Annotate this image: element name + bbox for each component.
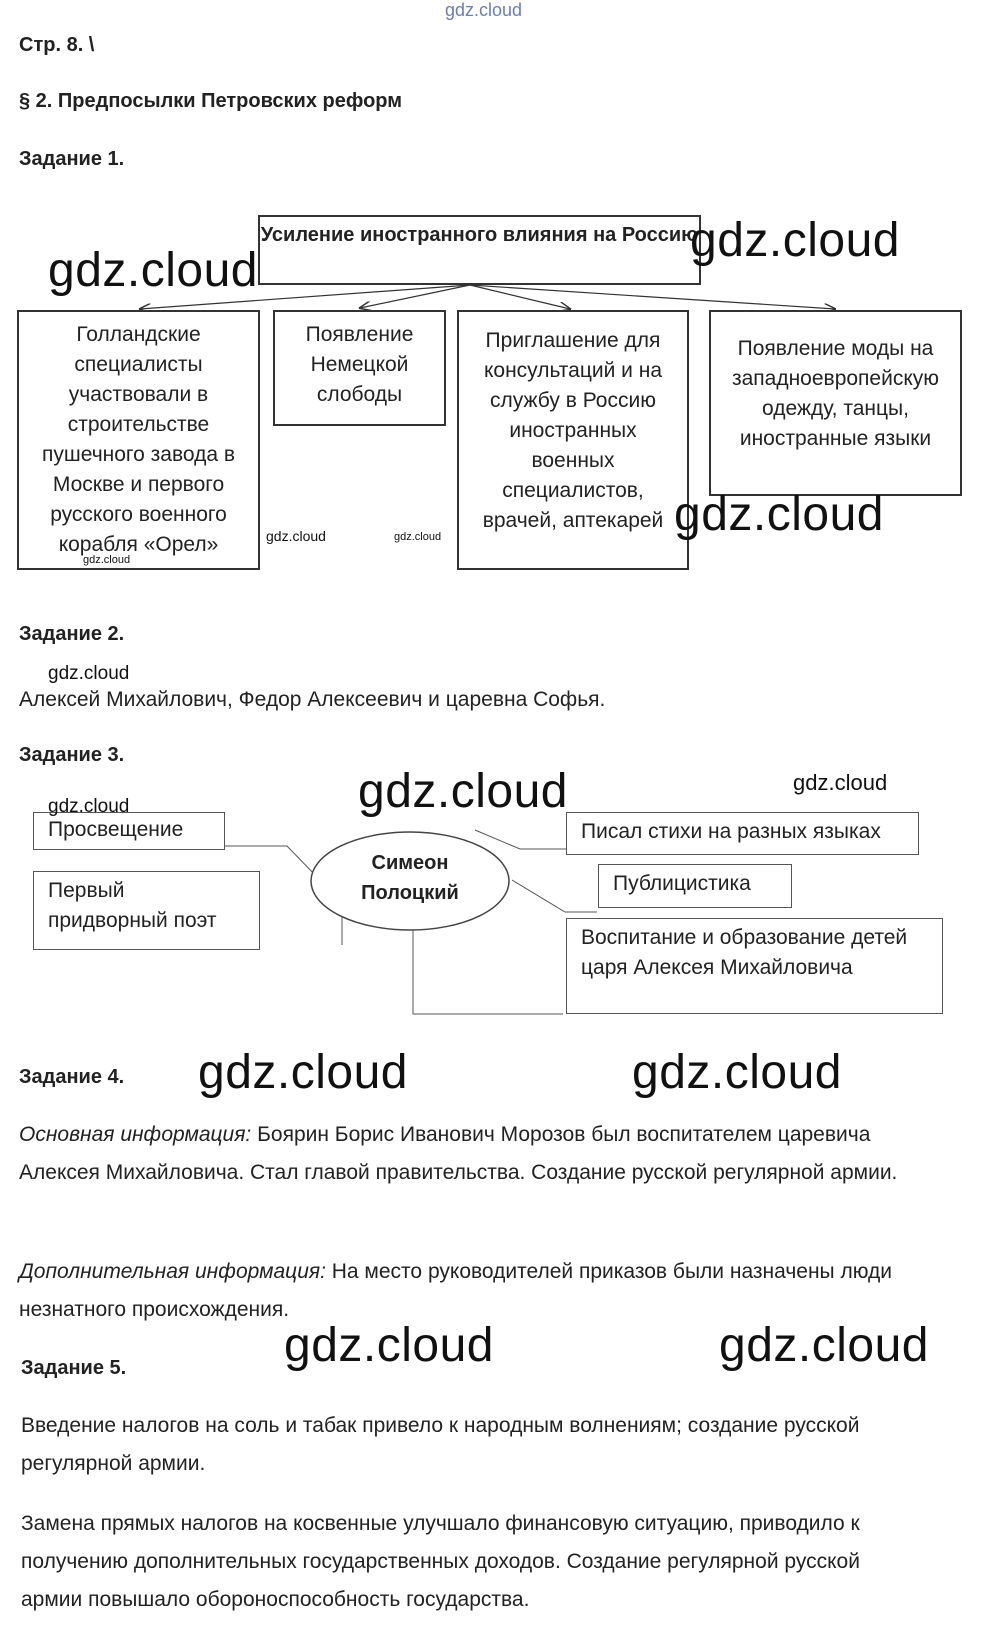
watermark-9: gdz.cloud [793,770,888,795]
task3-heading: Задание 3. [19,744,125,766]
task1-heading: Задание 1. [19,148,125,170]
left-item-1-text: Просвещение [48,818,184,841]
page-ref: Стр. 8. \ [19,34,95,56]
task1-child-3-text: Приглашение для консультаций и на службу в Россию иностранных военных специалистов, врачей, аптекарей [482,329,664,532]
watermark-4: gdz.cloud [266,528,326,544]
left-item-2 [33,871,260,950]
watermark-8: gdz.cloud [358,765,568,818]
watermark-1: gdz.cloud [48,244,258,297]
task2-text: Алексей Михайлович, Федор Алексеевич и царевна Софья. [19,688,606,711]
right-item-2-text: Публицистика [613,872,751,895]
line-vospitanie [413,922,563,1014]
watermark-top: gdz.cloud [445,0,523,20]
line-stikhi [475,830,566,849]
task1-root-text: Усиление иностранного влияния на Россию [260,224,699,246]
watermark-12: gdz.cloud [632,1046,842,1099]
task1-child-2-text: Появление Немецкой слободы [305,323,414,406]
task4-extra-label: Дополнительная информация: [19,1260,326,1283]
task2-heading: Задание 2. [19,623,125,645]
task4-heading: Задание 4. [19,1066,125,1088]
task4-main-text: Боярин Борис Иванович Морозов был воспитателем царевича Алексея Михайловича. Стал главой правительства. Создание русской регулярной армии. [19,1123,898,1184]
watermark-5: gdz.cloud [394,531,442,543]
task5-para2: Замена прямых налогов на косвенные улучшало финансовую ситуацию, приводило к получению дополнительных государственных доходов. Создание регулярной русской армии повышало обороноспособность государства. [21,1512,860,1611]
section-title: § 2. Предпосылки Петровских реформ [19,90,403,112]
watermark-10: gdz.cloud [48,796,130,817]
watermark-7: gdz.cloud [48,663,130,684]
right-item-1-text: Писал стихи на разных языках [581,820,881,843]
task1-child-4 [709,310,962,496]
task4-main [19,1116,919,1192]
watermark-13: gdz.cloud [284,1319,494,1372]
task4-extra-text: На место руководителей приказов были назначены люди незнатного происхождения. [19,1260,893,1321]
right-item-2 [598,864,792,908]
task4-main-label: Основная информация: [19,1123,252,1146]
watermark-6: gdz.cloud [83,554,131,566]
task5-heading: Задание 5. [21,1357,127,1379]
line-publitsistika [512,880,597,912]
left-item-2-text: Первый придворный поэт [48,879,217,932]
task1-root-box [258,215,701,285]
task1-child-4-text: Появление моды на западноевропейскую одежду, танцы, иностранные языки [731,337,940,450]
task5-para1: Введение налогов на соль и табак привело к народным волнениям; создание русской регулярной армии. [21,1414,860,1475]
arrow-to-child-4 [470,285,835,309]
watermark-2: gdz.cloud [690,214,900,267]
right-item-1 [566,812,919,855]
center-label: Симеон Полоцкий [361,852,459,904]
right-item-3-text: Воспитание и образование детей царя Алексея Михайловича [581,926,908,979]
watermark-14: gdz.cloud [719,1319,929,1372]
task1-child-1-text: Голландские специалисты участвовали в строительстве пушечного завода в Москве и первого русского военного корабля «Орел» [42,323,235,556]
task1-child-1 [17,310,260,570]
task1-child-3 [457,310,689,570]
watermark-11: gdz.cloud [198,1046,408,1099]
watermark-3: gdz.cloud [674,488,884,541]
right-item-3 [566,918,943,1014]
task1-child-2 [273,310,446,426]
